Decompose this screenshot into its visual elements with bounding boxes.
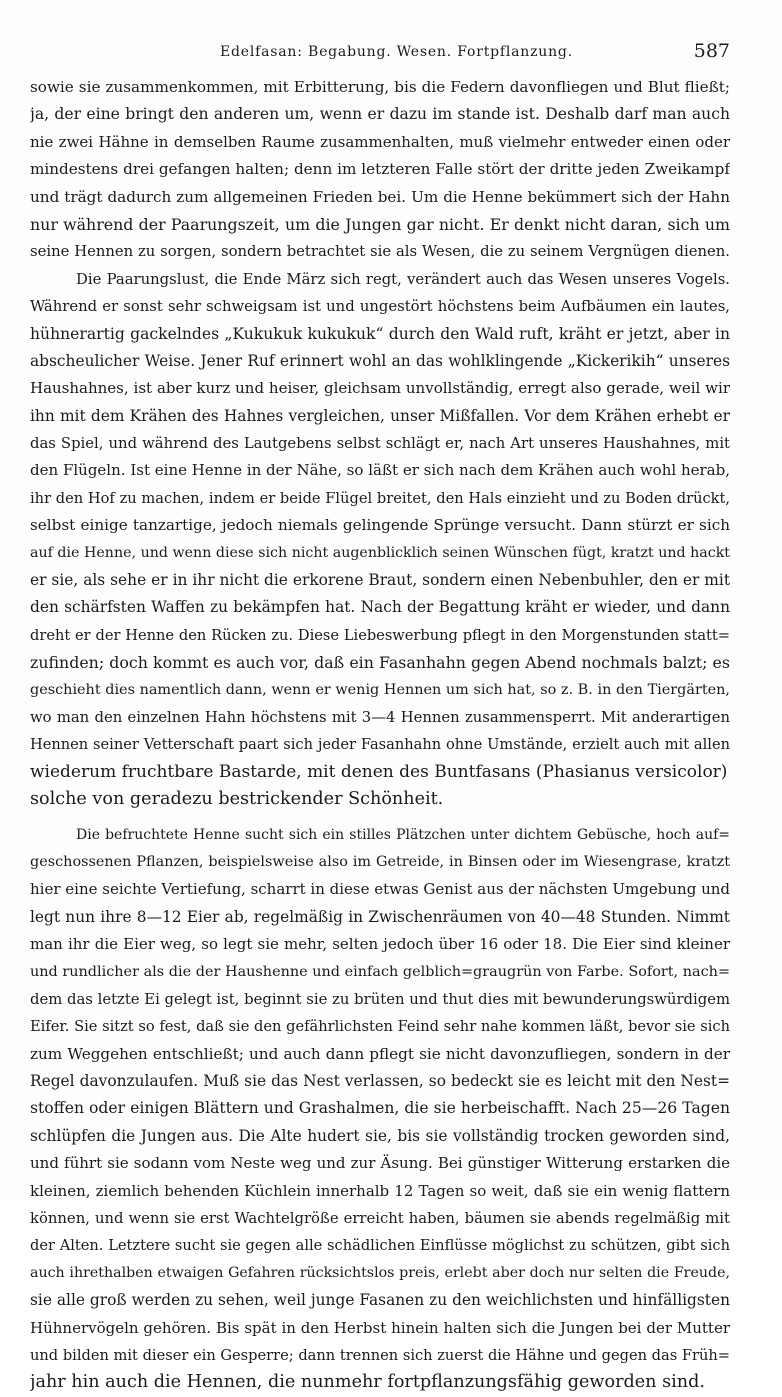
- text-line: geschossenen Pflanzen, beispielsweise also im Getreide, in Binsen oder im Wiesengrase, kratzt: [30, 853, 730, 870]
- text-line: das Spiel, und während des Lautgebens selbst schlägt er, nach Art unseres Haushahnes, mit: [30, 435, 730, 453]
- text-line: jahr hin auch die Hennen, die nunmehr fortpflanzungsfähig geworden sind.: [30, 1372, 705, 1393]
- text-line: nie zwei Hähne in demselben Raume zusammenhalten, muß vielmehr entweder einen oder: [30, 132, 730, 151]
- text-line: und rundlicher als die der Haushenne und einfach gelblich=graugrün von Farbe. Sofort, nach=: [30, 963, 730, 980]
- text-line: dem das letzte Ei gelegt ist, beginnt sie zu brüten und thut dies mit bewunderungswürdigem: [30, 990, 730, 1008]
- text-line: mindestens drei gefangen halten; denn im letzteren Falle stört der dritte jeden Zweikampf: [30, 160, 730, 179]
- body-text: [30, 74, 730, 1397]
- text-line: Hühnervögeln gehören. Bis spät in den Herbst hinein halten sich die Jungen bei der Mutter: [30, 1318, 730, 1337]
- text-line: Hennen seiner Vetterschaft paart sich jeder Fasanhahn ohne Umstände, erzielt auch mit allen: [30, 736, 730, 754]
- text-line: Während er sonst sehr schweigsam ist und ungestört höchstens beim Aufbäumen ein lautes,: [30, 298, 730, 316]
- text-line: den Flügeln. Ist eine Henne in der Nähe, so läßt er sich nach dem Krähen auch wohl herab,: [30, 461, 730, 480]
- text-line: man ihr die Eier weg, so legt sie mehr, selten jedoch über 16 oder 18. Die Eier sind kleiner: [30, 935, 730, 954]
- text-line: den schärfsten Waffen zu bekämpfen hat. Nach der Begattung kräht er wieder, und dann: [30, 598, 730, 617]
- running-head: [30, 40, 730, 66]
- text-line: wiederum fruchtbare Bastarde, mit denen des Buntfasans (Phasianus versicolor): [30, 761, 728, 782]
- text-line: zufinden; doch kommt es auch vor, daß ein Fasanhahn gegen Abend nochmals balzt; es: [30, 653, 730, 673]
- text-line: auf die Henne, und wenn diese sich nicht augenblicklich seinen Wünschen fügt, kratzt und hackt: [30, 544, 730, 561]
- text-line: stoffen oder einigen Blättern und Grashalmen, die sie herbeischafft. Nach 25—26 Tagen: [30, 1099, 730, 1118]
- text-line: ihn mit dem Krähen des Hahnes vergleichen, unser Mißfallen. Vor dem Krähen erhebt er: [30, 406, 730, 425]
- text-line: der Alten. Letztere sucht sie gegen alle schädlichen Einflüsse möglichst zu schützen, gibt sich: [30, 1237, 730, 1255]
- text-line: Haushahnes, ist aber kurz und heiser, gleichsam unvollständig, erregt also gerade, weil wir: [30, 379, 730, 398]
- text-line: ihr den Hof zu machen, indem er beide Flügel breitet, den Hals einzieht und zu Boden drückt,: [30, 489, 730, 507]
- text-line: legt nun ihre 8—12 Eier ab, regelmäßig in Zwischenräumen von 40—48 Stunden. Nimmt: [30, 907, 730, 926]
- text-line: können, und wenn sie erst Wachtelgröße erreicht haben, bäumen sie abends regelmäßig mit: [30, 1210, 730, 1228]
- text-line: seine Hennen zu sorgen, sondern betrachtet sie als Wesen, die zu seinem Vergnügen dienen.: [30, 243, 730, 261]
- text-line: selbst einige tanzartige, jedoch niemals gelingende Sprünge versucht. Dann stürzt er sich: [30, 516, 730, 535]
- text-line: ja, der eine bringt den anderen um, wenn er dazu im stande ist. Deshalb darf man auch: [30, 105, 730, 124]
- text-line: abscheulicher Weise. Jener Ruf erinnert wohl an das wohlklingende „Kickerikih“ unseres: [30, 351, 730, 370]
- running-title: Edelfasan: Begabung. Wesen. Fortpflanzung.: [220, 44, 573, 60]
- text-line: auch ihrethalben etwaigen Gefahren rücksichtslos preis, erlebt aber doch nur selten die Freude,: [30, 1264, 730, 1281]
- text-line: und trägt dadurch zum allgemeinen Frieden bei. Um die Henne bekümmert sich der Hahn: [30, 187, 730, 206]
- text-line: er sie, als sehe er in ihr nicht die erkorene Braut, sondern einen Nebenbuhler, den er mit: [30, 571, 730, 590]
- text-line: wo man den einzelnen Hahn höchstens mit 3—4 Hennen zusammensperrt. Mit anderartigen: [30, 708, 730, 726]
- text-line: sie alle groß werden zu sehen, weil junge Fasanen zu den weichlichsten und hinfälligsten: [30, 1291, 730, 1310]
- text-line: zum Weggehen entschließt; und auch dann pflegt sie nicht davonzufliegen, sondern in der: [30, 1044, 730, 1063]
- text-line: nur während der Paarungszeit, um die Jungen gar nicht. Er denkt nicht daran, sich um: [30, 214, 730, 234]
- paragraph-3: [30, 822, 730, 1397]
- text-line: Eifer. Sie sitzt so fest, daß sie den gefährlichsten Feind sehr nahe kommen läßt, bevor sie sich: [30, 1018, 730, 1036]
- text-line: und führt sie sodann vom Neste weg und zur Äsung. Bei günstiger Witterung erstarken die: [30, 1154, 730, 1173]
- paragraph-spacer: [30, 814, 730, 822]
- text-line: hühnerartig gackelndes „Kukukuk kukukuk“ durch den Wald ruft, kräht er jetzt, aber in: [30, 324, 730, 343]
- text-line: sowie sie zusammenkommen, mit Erbitterung, bis die Federn davonfliegen und Blut fließt;: [30, 78, 730, 96]
- text-line: und bilden mit dieser ein Gesperre; dann trennen sich zuerst die Hähne und gegen das Früh=: [30, 1346, 730, 1364]
- text-line: hier eine seichte Vertiefung, scharrt in diese etwas Genist aus der nächsten Umgebung und: [30, 880, 730, 899]
- text-line: Regel davonzulaufen. Muß sie das Nest verlassen, so bedeckt sie es leicht mit den Nest=: [30, 1072, 730, 1091]
- text-line: schlüpfen die Jungen aus. Die Alte hudert sie, bis sie vollständig trocken geworden sind,: [30, 1126, 730, 1145]
- page-number: 587: [693, 40, 730, 62]
- text-line: Die befruchtete Henne sucht sich ein stilles Plätzchen unter dichtem Gebüsche, hoch auf=: [76, 826, 730, 843]
- text-line: solche von geradezu bestrickender Schönheit.: [30, 789, 444, 810]
- paragraph-2: [30, 266, 730, 814]
- text-line: Die Paarungslust, die Ende März sich regt, verändert auch das Wesen unseres Vogels.: [76, 270, 730, 288]
- text-line: geschieht dies namentlich dann, wenn er wenig Hennen um sich hat, so z. B. in den Tiergärten,: [30, 681, 730, 698]
- text-line: kleinen, ziemlich behenden Küchlein innerhalb 12 Tagen so weit, daß sie ein wenig flattern: [30, 1181, 730, 1200]
- paragraph-1: [30, 74, 730, 266]
- text-line: dreht er der Henne den Rücken zu. Diese Liebeswerbung pflegt in den Morgenstunden statt=: [30, 626, 730, 644]
